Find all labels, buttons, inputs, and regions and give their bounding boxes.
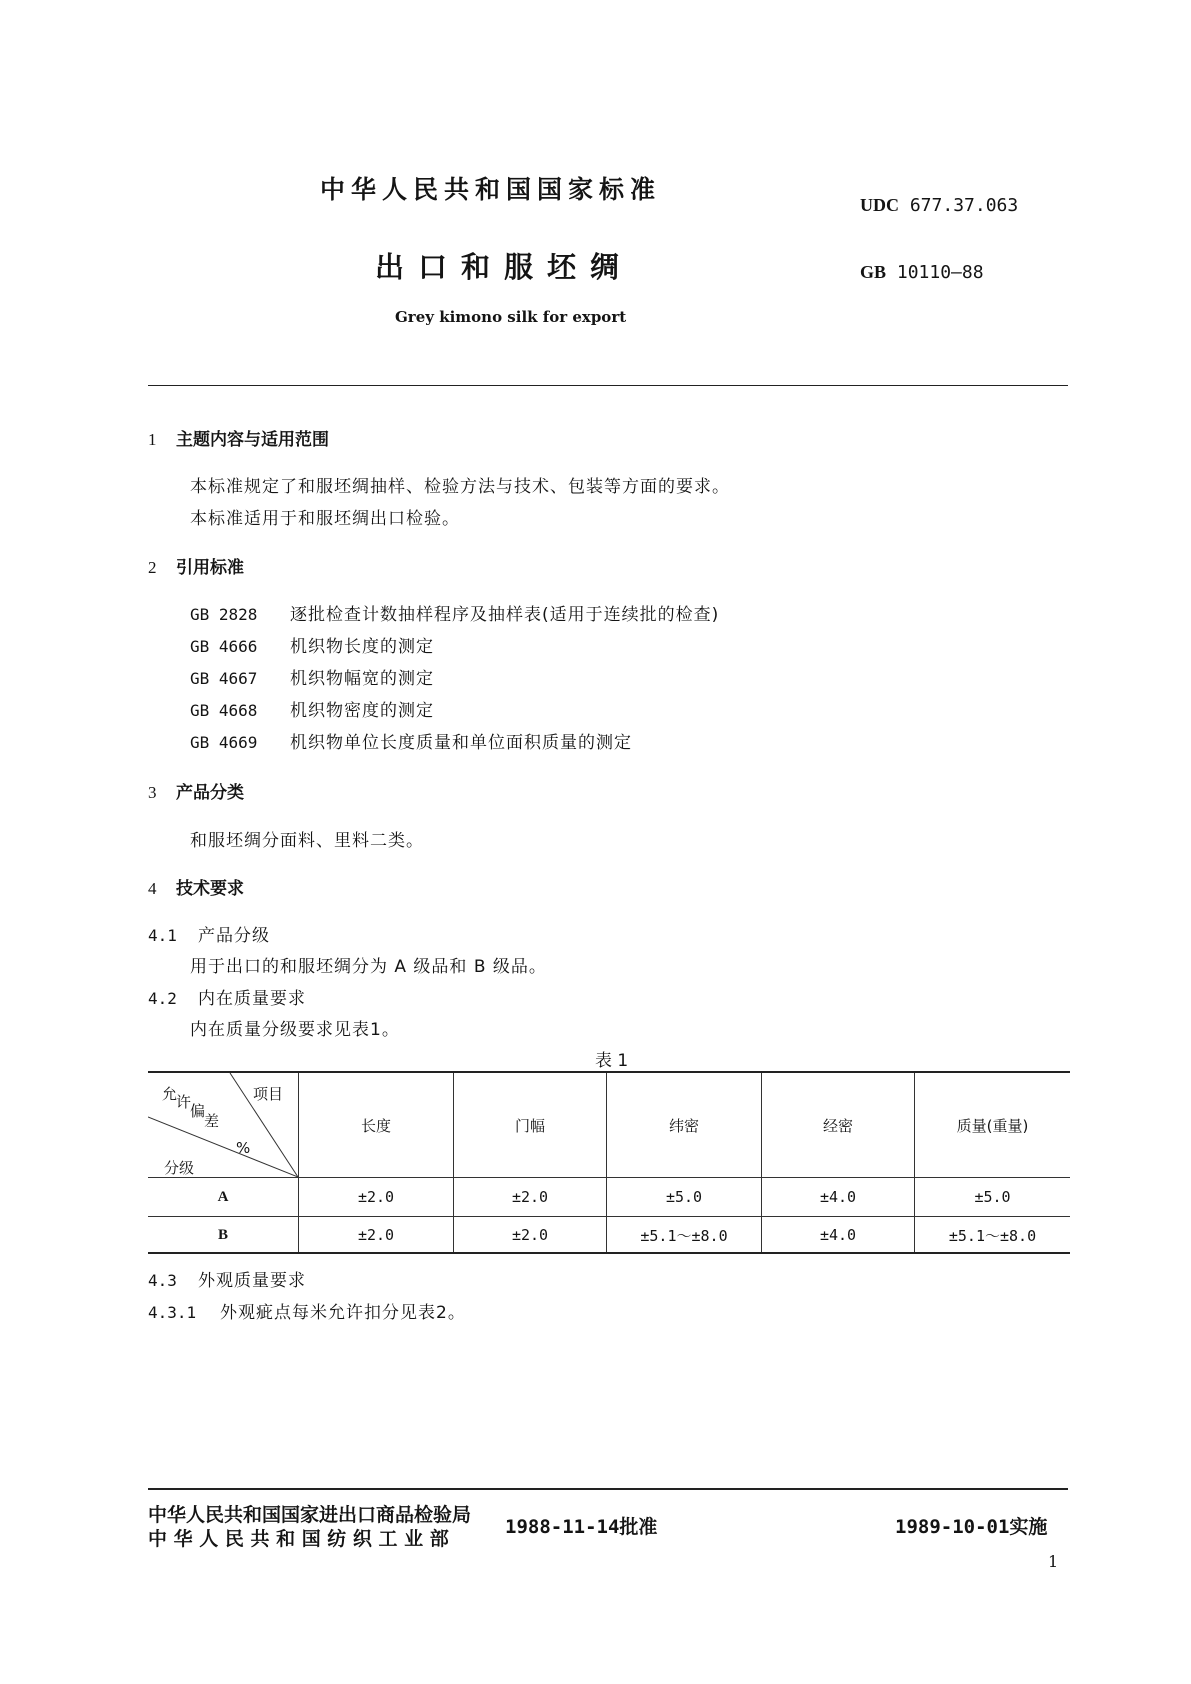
- corner-percent-label: %: [236, 1139, 251, 1157]
- value-cell: ±5.1～±8.0: [915, 1217, 1071, 1254]
- value-cell: ±5.0: [607, 1178, 762, 1217]
- section-2-title: 引用标准: [176, 558, 244, 578]
- corner-grade-label: 分级: [164, 1159, 195, 1177]
- document-title: 出口和服坯绸: [375, 250, 634, 284]
- gb-label: GB: [860, 262, 887, 282]
- section-1-para-1: 本标准规定了和服坯绸抽样、检验方法与技术、包装等方面的要求。: [190, 477, 730, 497]
- value-cell: ±4.0: [762, 1178, 915, 1217]
- value-cell: ±2.0: [454, 1217, 607, 1254]
- reference-code: GB 4669: [190, 733, 258, 752]
- udc-label: UDC: [860, 195, 899, 215]
- value-cell: ±2.0: [299, 1178, 454, 1217]
- gb-number: [860, 262, 984, 283]
- subsection-title: 产品分级: [198, 926, 270, 946]
- subsection-4-2-text: 内在质量分级要求见表1。: [190, 1020, 400, 1040]
- udc-code: [860, 195, 1018, 216]
- table-row: [148, 1178, 1070, 1217]
- reference-text: 机织物单位长度质量和单位面积质量的测定: [290, 733, 632, 753]
- value-cell: ±4.0: [762, 1217, 915, 1254]
- subsection-number: 4.3.1: [148, 1303, 197, 1322]
- subsection-title: 外观质量要求: [198, 1271, 306, 1291]
- section-1-heading: [148, 425, 329, 450]
- footer-divider: [148, 1488, 1068, 1490]
- standard-title-cn: 中华人民共和国国家标准: [320, 175, 662, 204]
- table-bottom-border: [148, 1252, 1070, 1254]
- corner-tolerance-char: 偏: [190, 1102, 206, 1120]
- corner-item-label: 项目: [253, 1085, 284, 1103]
- subsection-number: 4.1: [148, 926, 177, 945]
- subsection-number: 4.2: [148, 989, 177, 1008]
- reference-item: [190, 600, 719, 625]
- section-2-number: 2: [148, 558, 157, 577]
- header-mass: 质量(重量): [915, 1073, 1071, 1178]
- subsection-4-1-text: 用于出口的和服坯绸分为 A 级品和 B 级品。: [190, 957, 547, 977]
- issuing-org-2: 中 华 人 民 共 和 国 纺 织 工 业 部: [148, 1528, 449, 1550]
- reference-text: 逐批检查计数抽样程序及抽样表(适用于连续批的检查): [290, 605, 720, 625]
- subsection-title: 内在质量要求: [198, 989, 306, 1009]
- reference-text: 机织物长度的测定: [290, 637, 434, 657]
- grade-cell: A: [148, 1178, 299, 1217]
- grade-cell: B: [217, 1226, 228, 1243]
- subsection-number: 4.3: [148, 1271, 177, 1290]
- table-header-row: [148, 1073, 1070, 1178]
- reference-code: GB 4668: [190, 701, 258, 720]
- effective-date: 1989-10-01实施: [895, 1516, 1048, 1538]
- diagonal-header: [148, 1073, 298, 1177]
- corner-tolerance-char: 差: [204, 1112, 220, 1130]
- reference-code: GB 4667: [190, 669, 258, 688]
- approval-date: 1988-11-14批准: [505, 1516, 658, 1538]
- section-4-number: 4: [148, 879, 157, 898]
- section-4-title: 技术要求: [176, 879, 244, 899]
- section-3-number: 3: [148, 783, 157, 802]
- corner-tolerance-char: 许: [176, 1093, 192, 1111]
- subsection-4-2-heading: [148, 984, 306, 1009]
- value-cell: ±5.1～±8.0: [607, 1217, 762, 1254]
- section-2-heading: [148, 553, 244, 578]
- section-1-number: 1: [148, 430, 157, 449]
- table-caption: 表 1: [595, 1051, 629, 1071]
- document-title-en: Grey kimono silk for export: [395, 308, 627, 326]
- table-row: [148, 1217, 1070, 1254]
- section-1-para-2: 本标准适用于和服坯绸出口检验。: [190, 509, 460, 529]
- section-3-para-1: 和服坯绸分面料、里料二类。: [190, 831, 424, 851]
- reference-code: GB 2828: [190, 605, 258, 624]
- header-weft-density: 纬密: [607, 1073, 762, 1178]
- quality-table: [148, 1073, 1070, 1253]
- table-corner-cell: [148, 1073, 299, 1178]
- section-3-title: 产品分类: [176, 783, 244, 803]
- udc-value: 677.37.063: [909, 195, 1019, 216]
- value-cell: ±5.0: [915, 1178, 1071, 1217]
- subsection-4-3-1: [148, 1298, 466, 1323]
- subsection-text: 外观疵点每米允许扣分见表2。: [220, 1303, 466, 1323]
- section-1-title: 主题内容与适用范围: [176, 430, 329, 450]
- header-length: 长度: [299, 1073, 454, 1178]
- reference-item: [190, 728, 632, 753]
- reference-item: [190, 696, 434, 721]
- issuing-org-1: 中华人民共和国国家进出口商品检验局: [148, 1504, 472, 1526]
- header-divider: [148, 385, 1068, 386]
- header-width: 门幅: [454, 1073, 607, 1178]
- reference-text: 机织物幅宽的测定: [290, 669, 434, 689]
- header-warp-density: 经密: [762, 1073, 915, 1178]
- reference-code: GB 4666: [190, 637, 258, 656]
- section-3-heading: [148, 778, 244, 803]
- reference-text: 机织物密度的测定: [290, 701, 434, 721]
- value-cell: ±2.0: [299, 1217, 454, 1254]
- reference-item: [190, 632, 434, 657]
- corner-tolerance-char: 允: [162, 1085, 178, 1103]
- subsection-4-1-heading: [148, 921, 270, 946]
- reference-item: [190, 664, 434, 689]
- gb-value: 10110—88: [896, 262, 984, 283]
- subsection-4-3-heading: [148, 1266, 306, 1291]
- section-4-heading: [148, 874, 244, 899]
- value-cell: ±2.0: [454, 1178, 607, 1217]
- page-number: 1: [1048, 1552, 1059, 1571]
